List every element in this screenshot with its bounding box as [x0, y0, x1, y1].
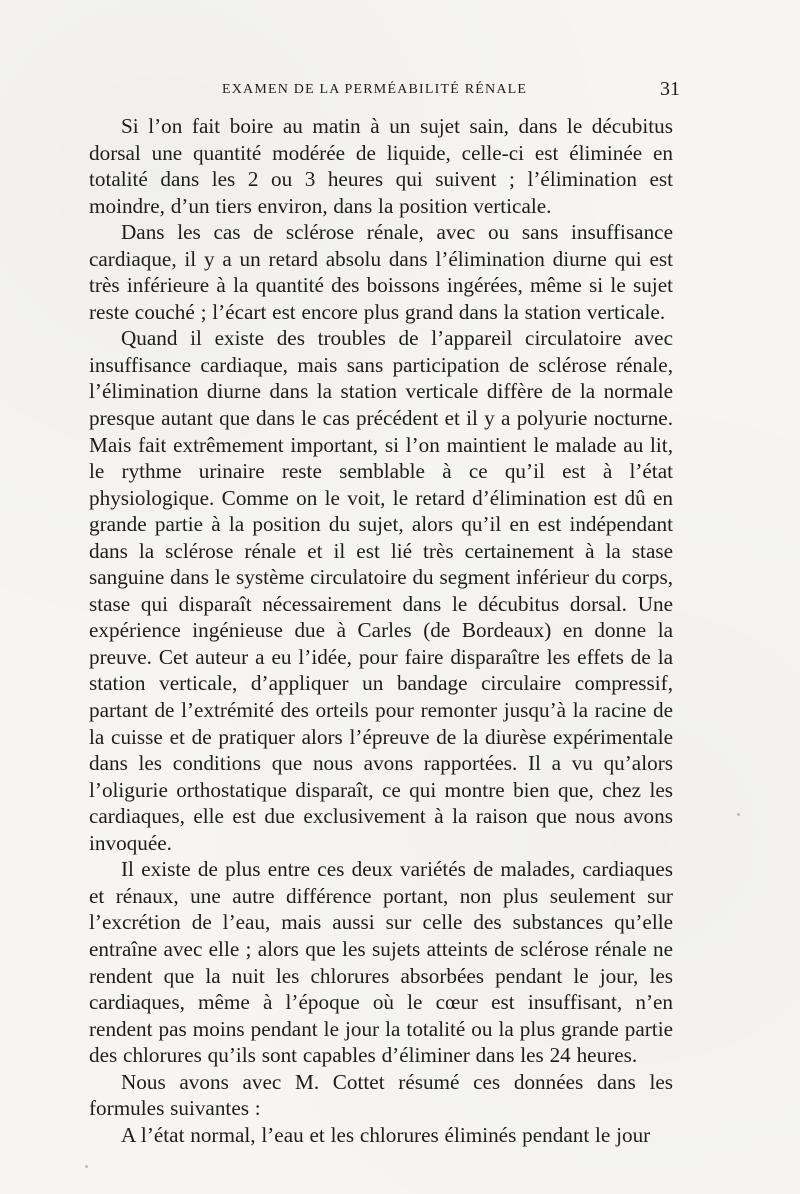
paragraph-normal-state: A l’état normal, l’eau et les chlorures éliminés pendant le jour — [121, 1122, 651, 1147]
print-speck — [539, 207, 542, 210]
running-title: EXAMEN DE LA PERMÉABILITÉ RÉNALE — [222, 82, 528, 97]
paragraph-normal-elimination: Si l’on fait boire au matin à un sujet sain, dans le décubitus dorsal une quantité modérée de liquide, celle-ci est éliminée en totalité dans les 2 ou 3 heures qui suivent ; l’élimination est moindre, d’un tiers environ, dans la position verticale. — [89, 114, 673, 218]
page-number: 31 — [660, 78, 680, 100]
paragraph-formulas-intro: Nous avons avec M. Cottet résumé ces données dans les formules suivantes : — [89, 1069, 673, 1121]
body-text — [89, 113, 673, 1148]
print-speck — [737, 813, 740, 816]
print-speck — [85, 1165, 88, 1168]
running-head — [120, 80, 680, 104]
paragraph-circulatory-troubles: Quand il existe des troubles de l’appareil circulatoire avec insuffisance cardiaque, mais sans participation de sclérose rénale, l’élimination diurne dans la station verticale diffère de la normale presque autant que dans le cas précédent et il y a polyurie nocturne. Mais fait extrêmement important, si l’on maintient le malade au lit, le rythme urinaire reste semblable à ce qu’il est à l’état physiologique. Comme on le voit, le retard d’élimination est dû en grande partie à la position du sujet, alors qu’il en est indépendant dans la sclérose rénale et il est lié très certainement à la stase sanguine dans le système circulatoire du segment inférieur du corps, stase qui disparaît nécessairement dans le décubitus dorsal. Une expérience ingénieuse due à Carles (de Bordeaux) en donne la preuve. Cet auteur a eu l’idée, pour faire disparaître les effets de la station verticale, d’appliquer un bandage circulaire compressif, partant de l’extrémité des orteils pour remonter jusqu’à la racine de la cuisse et de pratiquer alors l’épreuve de la diurèse expérimentale dans les conditions que nous avons rapportées. Il a vu qu’alors l’oligurie orthostatique disparaît, ce qui montre bien que, chez les cardiaques, elle est due exclusivement à la raison que nous avons invoquée. — [89, 326, 673, 855]
paragraph-chloride-excretion: Il existe de plus entre ces deux variétés de malades, cardiaques et rénaux, une autre différence portant, non plus seulement sur l’excrétion de l’eau, mais aussi sur celle des substances qu’elle entraîne avec elle ; alors que les sujets atteints de sclérose rénale ne rendent que la nuit les chlorures absorbées pendant le jour, les cardiaques, même à l’époque où le cœur est insuffisant, n’en rendent pas moins pendant le jour la totalité ou la plus grande partie des chlorures qu’ils sont capables d’éliminer dans les 24 heures. — [89, 857, 673, 1068]
paragraph-renal-sclerosis: Dans les cas de sclérose rénale, avec ou sans insuffisance cardiaque, il y a un retard absolu dans l’élimination diurne qui est très inférieure à la quantité des boissons ingérées, même si le sujet reste couché ; l’écart est encore plus grand dans la station verticale. — [89, 220, 673, 324]
